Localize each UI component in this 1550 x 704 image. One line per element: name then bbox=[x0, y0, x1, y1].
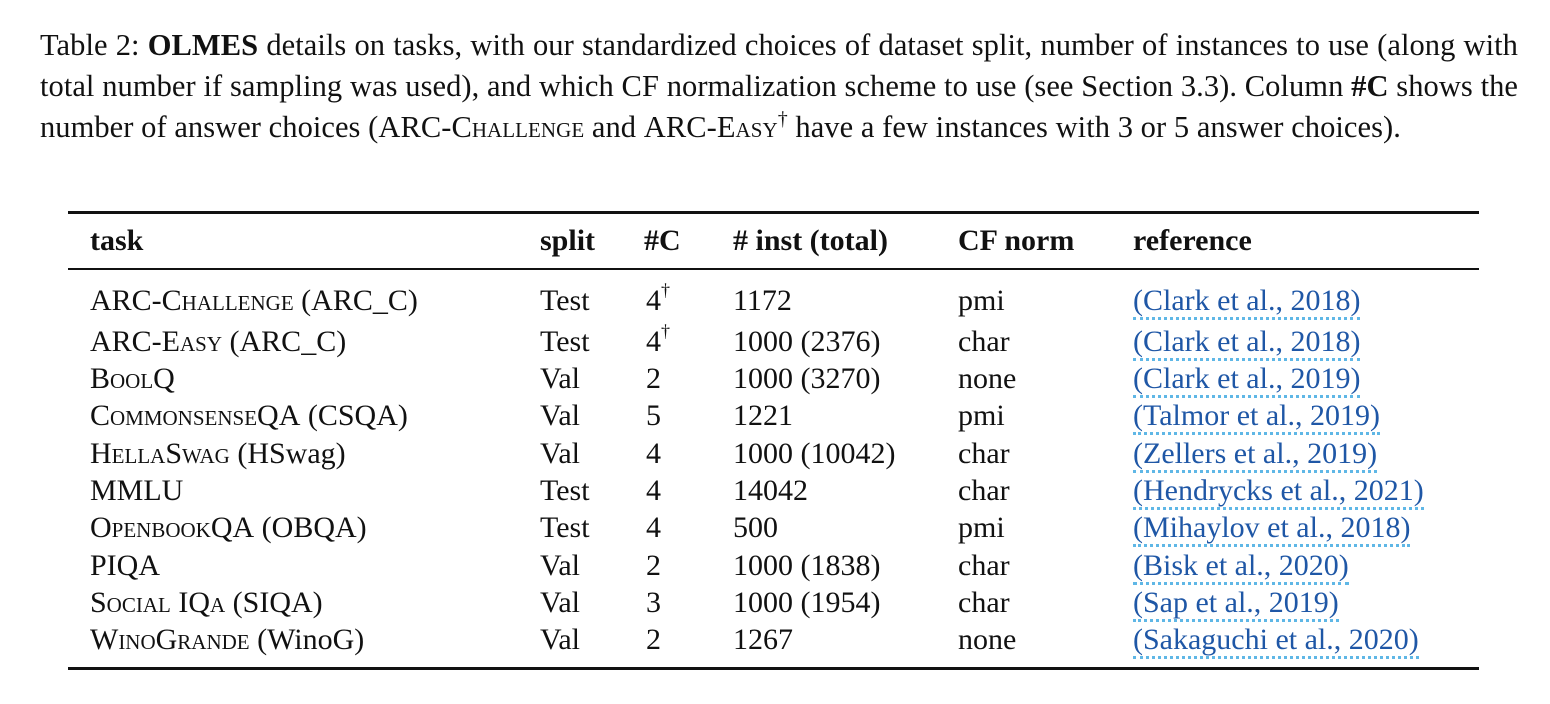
choices-count: 4 bbox=[646, 325, 661, 358]
choices-dagger: † bbox=[661, 280, 670, 300]
cf-norm-cell: char bbox=[958, 474, 1010, 507]
caption-label: Table 2: bbox=[40, 28, 140, 62]
reference-cell bbox=[1133, 399, 1380, 433]
task-name: BoolQ bbox=[90, 362, 175, 395]
table-bottom-rule bbox=[68, 667, 1479, 670]
reference-link[interactable]: (Clark et al., 2018) bbox=[1133, 284, 1360, 320]
reference-link[interactable]: (Sap et al., 2019) bbox=[1133, 586, 1339, 622]
choices-cell bbox=[646, 437, 661, 471]
choices-cell bbox=[646, 399, 661, 433]
split-cell: Val bbox=[540, 399, 580, 432]
caption-text-3: and bbox=[584, 110, 644, 144]
reference-cell bbox=[1133, 623, 1419, 657]
choices-count: 2 bbox=[646, 362, 661, 395]
reference-link[interactable]: (Mihaylov et al., 2018) bbox=[1133, 511, 1410, 547]
split-cell: Val bbox=[540, 362, 580, 395]
task-cell bbox=[90, 623, 364, 657]
choices-cell bbox=[646, 280, 670, 318]
cf-norm-cell: pmi bbox=[958, 284, 1005, 317]
split-cell: Test bbox=[540, 511, 590, 544]
task-name: PIQA bbox=[90, 549, 161, 582]
task-cell bbox=[90, 437, 346, 471]
reference-link[interactable]: (Zellers et al., 2019) bbox=[1133, 437, 1377, 473]
split-cell: Test bbox=[540, 284, 590, 317]
instances-cell: 1000 (2376) bbox=[733, 325, 881, 358]
choices-count: 2 bbox=[646, 623, 661, 656]
task-cell bbox=[90, 362, 175, 396]
header-task: task bbox=[90, 224, 144, 257]
task-abbreviation: (SIQA) bbox=[225, 586, 323, 619]
choices-count: 3 bbox=[646, 586, 661, 619]
instances-cell: 500 bbox=[733, 511, 778, 544]
choices-count: 4 bbox=[646, 511, 661, 544]
choices-cell bbox=[646, 474, 661, 508]
cf-norm-cell: pmi bbox=[958, 511, 1005, 544]
caption-text-2: shows the number of answer choices ( bbox=[40, 69, 1519, 144]
choices-cell bbox=[646, 362, 661, 396]
instances-cell: 1267 bbox=[733, 623, 793, 656]
reference-link[interactable]: (Sakaguchi et al., 2020) bbox=[1133, 623, 1419, 659]
reference-link[interactable]: (Clark et al., 2019) bbox=[1133, 362, 1360, 398]
choices-count: 4 bbox=[646, 284, 661, 317]
reference-cell bbox=[1133, 437, 1377, 471]
choices-cell bbox=[646, 511, 661, 545]
reference-cell bbox=[1133, 474, 1424, 508]
task-name: ARC-Easy bbox=[90, 325, 223, 358]
split-cell: Val bbox=[540, 586, 580, 619]
header-split: split bbox=[540, 224, 596, 257]
caption-bold-col: #C bbox=[1351, 69, 1389, 103]
choices-cell bbox=[646, 623, 661, 657]
task-abbreviation: (OBQA) bbox=[254, 511, 367, 544]
instances-cell: 1000 (3270) bbox=[733, 362, 881, 395]
reference-link[interactable]: (Bisk et al., 2020) bbox=[1133, 549, 1349, 585]
cf-norm-cell: pmi bbox=[958, 399, 1005, 432]
task-name: CommonsenseQA bbox=[90, 399, 301, 432]
header-reference: reference bbox=[1133, 224, 1252, 257]
caption-text-4: have a few instances with 3 or 5 answer choices). bbox=[787, 110, 1401, 144]
caption-sc-1: ARC-Challenge bbox=[378, 110, 585, 144]
choices-cell bbox=[646, 321, 670, 359]
task-abbreviation: (WinoG) bbox=[249, 623, 365, 656]
instances-cell: 1000 (1838) bbox=[733, 549, 881, 582]
split-cell: Test bbox=[540, 474, 590, 507]
instances-cell: 1221 bbox=[733, 399, 793, 432]
task-name: OpenbookQA bbox=[90, 511, 255, 544]
task-name: Social IQa bbox=[90, 586, 226, 619]
task-cell bbox=[90, 549, 160, 583]
cf-norm-cell: char bbox=[958, 586, 1010, 619]
choices-count: 5 bbox=[646, 399, 661, 432]
reference-cell bbox=[1133, 284, 1360, 318]
choices-count: 4 bbox=[646, 437, 661, 470]
task-cell bbox=[90, 399, 408, 433]
reference-cell bbox=[1133, 362, 1360, 396]
cf-norm-cell: char bbox=[958, 325, 1010, 358]
task-abbreviation: (CSQA) bbox=[300, 399, 408, 432]
split-cell: Val bbox=[540, 549, 580, 582]
header-cf-norm: CF norm bbox=[958, 224, 1075, 257]
task-cell bbox=[90, 284, 418, 318]
caption-text-1: details on tasks, with our standardized choices of dataset split, number of instances to use (along with total number if sampling was used), and which CF normalization scheme to use (see Section 3.3). Column bbox=[40, 28, 1518, 103]
split-cell: Test bbox=[540, 325, 590, 358]
caption-dagger: † bbox=[777, 108, 788, 130]
split-cell: Val bbox=[540, 623, 580, 656]
header-inst: # inst (total) bbox=[733, 224, 888, 257]
choices-count: 2 bbox=[646, 549, 661, 582]
caption-bold-term: OLMES bbox=[147, 28, 259, 62]
task-abbreviation: (HSwag) bbox=[229, 437, 346, 470]
task-cell bbox=[90, 511, 367, 545]
task-abbreviation: (ARC_C) bbox=[222, 325, 347, 358]
task-abbreviation: (ARC_C) bbox=[293, 284, 418, 317]
instances-cell: 1172 bbox=[733, 284, 792, 317]
task-cell bbox=[90, 586, 323, 620]
cf-norm-cell: none bbox=[958, 623, 1017, 656]
reference-link[interactable]: (Talmor et al., 2019) bbox=[1133, 399, 1380, 435]
choices-cell bbox=[646, 586, 661, 620]
task-cell bbox=[90, 474, 183, 508]
table-header-rule bbox=[68, 268, 1479, 270]
task-name: MMLU bbox=[90, 474, 184, 507]
reference-cell bbox=[1133, 586, 1339, 620]
task-name: ARC-Challenge bbox=[90, 284, 294, 317]
instances-cell: 1000 (10042) bbox=[733, 437, 896, 470]
cf-norm-cell: none bbox=[958, 362, 1017, 395]
header-choices: #C bbox=[644, 224, 681, 257]
task-cell bbox=[90, 325, 346, 359]
split-cell: Val bbox=[540, 437, 580, 470]
instances-cell: 1000 (1954) bbox=[733, 586, 881, 619]
reference-link[interactable]: (Clark et al., 2018) bbox=[1133, 325, 1360, 361]
caption-sc-2: ARC-Easy bbox=[643, 110, 778, 144]
reference-cell bbox=[1133, 325, 1360, 359]
task-name: HellaSwag bbox=[90, 437, 230, 470]
instances-cell: 14042 bbox=[733, 474, 808, 507]
cf-norm-cell: char bbox=[958, 437, 1010, 470]
choices-cell bbox=[646, 549, 661, 583]
cf-norm-cell: char bbox=[958, 549, 1010, 582]
reference-link[interactable]: (Hendrycks et al., 2021) bbox=[1133, 474, 1424, 510]
choices-dagger: † bbox=[661, 321, 670, 341]
reference-cell bbox=[1133, 549, 1349, 583]
table-top-rule bbox=[68, 211, 1479, 214]
choices-count: 4 bbox=[646, 474, 661, 507]
reference-cell bbox=[1133, 511, 1410, 545]
task-name: WinoGrande bbox=[90, 623, 250, 656]
table-caption bbox=[40, 25, 1518, 148]
